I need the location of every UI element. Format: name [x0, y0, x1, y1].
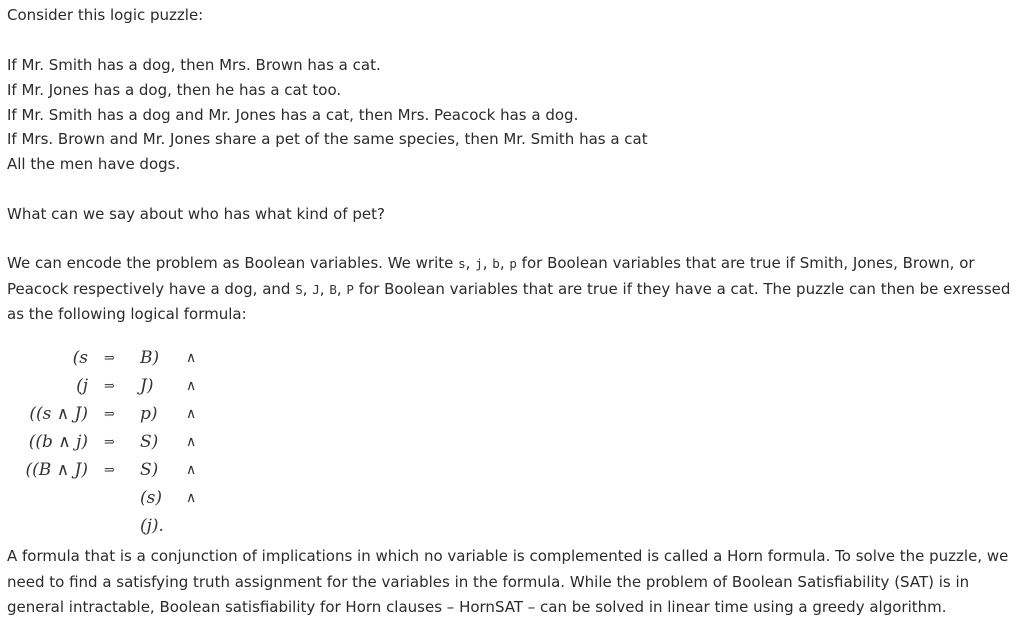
- formula-left: ((B ∧ J): [25, 460, 88, 480]
- formula-right: S): [140, 460, 159, 480]
- var-B: B: [329, 281, 337, 297]
- formula-row: [0, 376, 230, 404]
- implies-symbol: ⇒: [104, 463, 115, 478]
- and-symbol: ∧: [186, 434, 197, 450]
- implies-symbol: ⇒: [104, 351, 115, 366]
- formula-right: (s): [140, 488, 162, 508]
- puzzle-line-5: All the men have dogs.: [7, 155, 181, 173]
- intro-text: Consider this logic puzzle:: [7, 6, 204, 24]
- var-S: S: [295, 281, 303, 297]
- formula-row: [0, 460, 230, 488]
- puzzle-line-2: If Mr. Jones has a dog, then he has a cat too.: [7, 81, 342, 99]
- and-symbol: ∧: [186, 378, 197, 394]
- formula-row: [0, 404, 230, 432]
- puzzle-line-3: If Mr. Smith has a dog and Mr. Jones has a cat, then Mrs. Peacock has a dog.: [7, 106, 579, 124]
- var-s: s: [458, 256, 466, 271]
- and-symbol: ∧: [186, 490, 197, 506]
- and-symbol: ∧: [186, 350, 197, 366]
- implies-symbol: ⇒: [104, 379, 115, 394]
- and-symbol: ∧: [186, 462, 197, 478]
- encoding-paragraph: We can encode the problem as Boolean variables. We write s, j, b, p for Boolean variables that are true if Smith, Jones, Brown, or Peacock respectively have a dog, and S, J, B, P for Boolean variables that are true if they have a cat. The puzzle can then be exressed as the following logical formula:: [7, 254, 1011, 323]
- puzzle-line-4: If Mrs. Brown and Mr. Jones share a pet of the same species, then Mr. Smith has a cat: [7, 130, 648, 148]
- var-j: j: [475, 256, 483, 271]
- formula-left: ((s ∧ J): [29, 404, 88, 424]
- formula-row: [0, 348, 230, 376]
- formula-right: p): [140, 404, 158, 424]
- encoding-text-1: We can encode the problem as Boolean variables. We write: [7, 254, 459, 272]
- formula-row: [0, 488, 230, 516]
- formula-row: [0, 432, 230, 460]
- horn-paragraph: A formula that is a conjunction of implications in which no variable is complemented is called a Horn formula. To solve the puzzle, we need to find a satisfying truth assignment for the variables in the formula. While the problem of Boolean Satisfiability (SAT) is in general intractable, Boolean satisfiability for Horn clauses – HornSAT – can be solved in linear time using a greedy algorithm.: [7, 547, 1009, 616]
- var-P: P: [346, 281, 354, 297]
- formula-row: [0, 516, 230, 544]
- question-text: What can we say about who has what kind of pet?: [7, 205, 385, 223]
- encoding-text-2: for Boolean variables that are true if Smith, Jones, Brown, or Peacock respectively have a dog, and: [7, 254, 975, 298]
- formula-right: B): [140, 348, 160, 368]
- puzzle-line-1: If Mr. Smith has a dog, then Mrs. Brown has a cat.: [7, 56, 381, 74]
- var-J: J: [312, 281, 320, 297]
- formula-left: (s: [72, 348, 88, 368]
- var-p: p: [509, 256, 517, 271]
- var-b: b: [492, 256, 500, 271]
- encoding-text-3: for Boolean variables that are true if they have a cat. The puzzle can then be exressed as the following logical formula:: [7, 279, 1011, 323]
- formula-right: S): [140, 432, 159, 452]
- formula-right: J): [140, 376, 154, 396]
- formula-right: (j).: [140, 516, 164, 536]
- implies-symbol: ⇒: [104, 407, 115, 422]
- and-symbol: ∧: [186, 406, 197, 422]
- formula-left: ((b ∧ j): [28, 432, 88, 452]
- formula-left: (j: [76, 376, 88, 396]
- implies-symbol: ⇒: [104, 435, 115, 450]
